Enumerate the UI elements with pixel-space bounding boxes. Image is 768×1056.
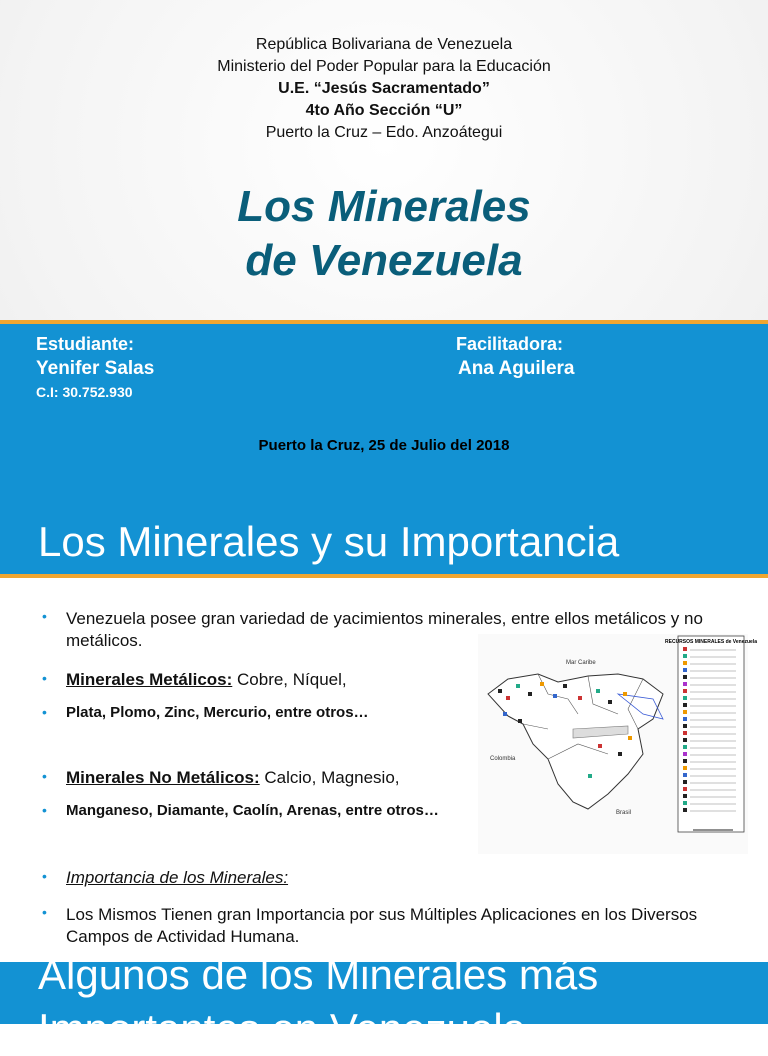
cover-title-line-1: Los Minerales bbox=[237, 182, 531, 231]
metallic-label: Minerales Metálicos: bbox=[66, 670, 233, 689]
bullet-text: Los Mismos Tienen gran Importancia por sus Múltiples Aplicaciones en los Diversos Campos de Actividad Humana. bbox=[66, 905, 698, 946]
facilitator-name: Ana Aguilera bbox=[458, 358, 575, 379]
cover-title bbox=[0, 180, 768, 288]
cover-date: Puerto la Cruz, 25 de Julio del 2018 bbox=[258, 437, 510, 454]
bullet-text: Venezuela posee gran variedad de yacimientos minerales, entre ellos metálicos y no metálicos. bbox=[66, 609, 703, 650]
bullet-text: Importancia de los Minerales: bbox=[66, 868, 289, 887]
map-label-brasil: Brasil bbox=[616, 810, 632, 816]
student-ci: C.I: 30.752.930 bbox=[36, 384, 133, 400]
cover-title-line-2: de Venezuela bbox=[245, 236, 523, 285]
mineral-map bbox=[478, 634, 757, 854]
metallic-text: Cobre, Níquel, bbox=[232, 670, 347, 689]
map-label-colombia: Colombia bbox=[490, 756, 516, 762]
nonmetallic-text: Calcio, Magnesio, bbox=[259, 768, 400, 787]
slide3-title-band bbox=[0, 951, 768, 1052]
institution-header bbox=[0, 34, 768, 144]
student-name: Yenifer Salas bbox=[36, 358, 155, 379]
header-line-4: 4to Año Sección “U” bbox=[305, 102, 463, 119]
header-line-3: U.E. “Jesús Sacramentado” bbox=[278, 80, 490, 97]
header-line-1: República Bolivariana de Venezuela bbox=[255, 36, 513, 53]
student-label: Estudiante: bbox=[36, 334, 135, 354]
nonmetallic-label: Minerales No Metálicos: bbox=[66, 768, 260, 787]
bullet-text: Manganeso, Diamante, Caolín, Arenas, entre otros… bbox=[66, 802, 439, 819]
slide3-title-line-1: Algunos de los Minerales más bbox=[38, 951, 599, 998]
header-line-2: Ministerio del Poder Popular para la Educación bbox=[217, 58, 551, 75]
slide2-title: Los Minerales y su Importancia bbox=[38, 518, 620, 565]
slide3-title-line-2: Importantes en Venezuela bbox=[38, 1005, 527, 1052]
bullet-text: Plata, Plomo, Zinc, Mercurio, entre otros… bbox=[66, 704, 369, 721]
map-legend-title: RECURSOS MINERALES de Venezuela bbox=[665, 639, 757, 645]
slide3-title bbox=[38, 948, 598, 1056]
header-line-5: Puerto la Cruz – Edo. Anzoátegui bbox=[265, 124, 503, 141]
venezuela-map-illustration bbox=[478, 634, 757, 854]
facilitator-label: Facilitadora: bbox=[456, 334, 564, 354]
map-label-sea: Mar Caribe bbox=[566, 660, 596, 666]
